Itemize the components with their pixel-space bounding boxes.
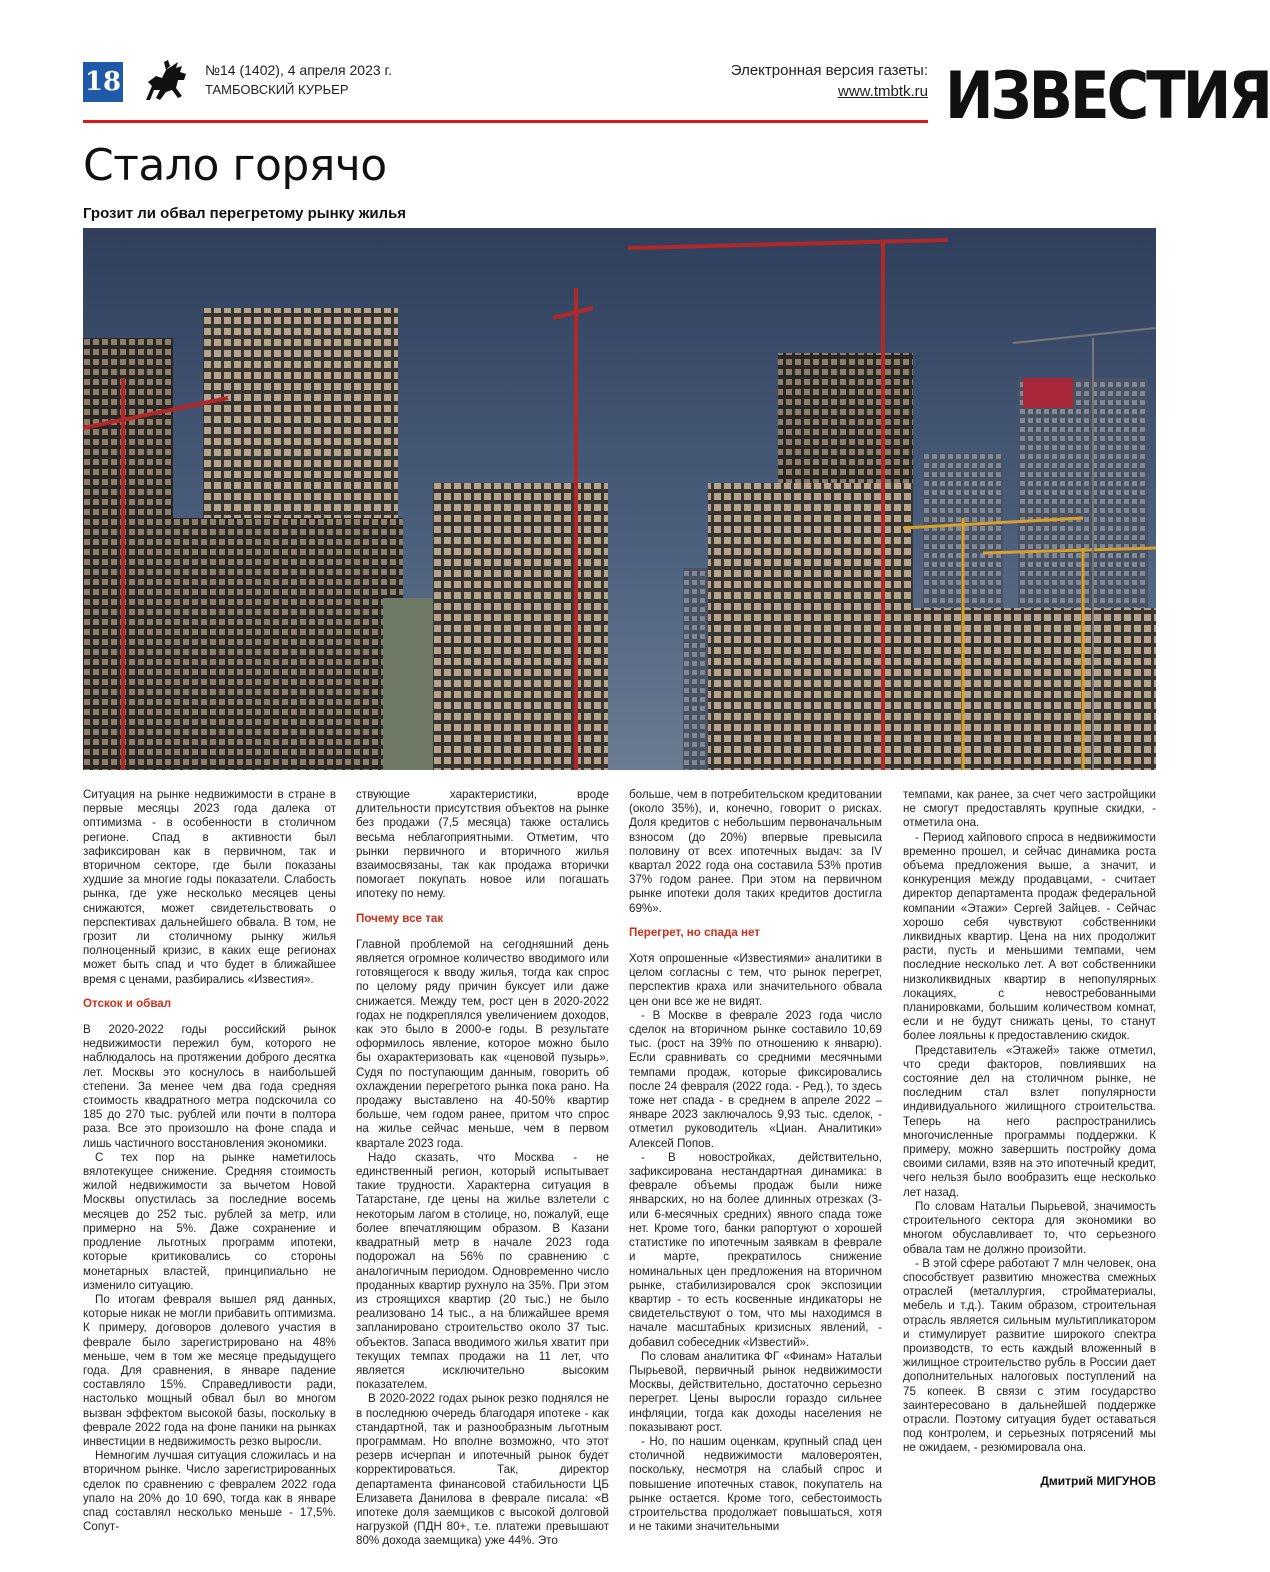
newspaper-masthead-logo: ИЗВЕСТИЯ	[945, 57, 1270, 134]
body-paragraph: Ситуация на рынке недвижимости в стране в первые месяцы 2023 года далека от оптимизма - в особенности в столичном регионе. Спад в активности был зафиксирован как в первичном, так и вторичном секторе, где были показаны худшие за многие годы показатели. Слабость рынка, где уже несколько месяцев цены снижаются, может свидетельствовать о перспективах дальнейшего обвала. В том, не грозит ли столичному рынку жилья полноценный кризис, в каких еще регионах может быть спад и что будет в ближайшее время с ценами, разбирались «Известия».	[83, 788, 336, 986]
body-paragraph: Немногим лучшая ситуация сложилась и на вторичном рынке. Число зарегистрированных сделок по сравнению с февралем 2022 года упало на 20% до 10 690, тогда как в январе спад составлял несколько меньше - 17,5%. Сопут-	[83, 1449, 336, 1534]
article-column-4	[903, 788, 1156, 1456]
author-byline: Дмитрий МИГУНОВ	[1040, 1474, 1156, 1488]
body-paragraph: Надо сказать, что Москва - не единственный регион, который испытывает такие трудности. Характерна ситуация в Татарстане, где цены на жилье взлетели с некоторым лагом в столице, но, пожалуй, еще более впечатляющим образом. В Казани квадратный метр в начале 2023 года подорожал на 56% по сравнению с аналогичным периодом. Одновременно число проданных квартир рухнуло на 35%. При этом из строящихся квартир (20 тыс.) не было реализовано 14 тыс., а на ближайшее время запланировано строительство около 37 тыс. объектов. Запаса вводимого жилья хватит при текущих темпах продажи на 11 лет, что является исключительно высоким показателем.	[356, 1150, 609, 1392]
body-paragraph: По итогам февраля вышел ряд данных, которые никак не могли прибавить оптимизма. К примеру, договоров долевого участия в феврале было зарегистрировано на 48% меньше, чем в том же месяце предыдущего года. Для сравнения, в январе падение составляло 15%. Справедливости ради, настолько мощный обвал был во многом вызван эффектом высокой базы, поскольку в феврале 2022 года на фоне паники на рынках инвестиции в недвижимость резко выросли.	[83, 1292, 336, 1448]
issue-number: №14 (1402), 4 апреля 2023 г.	[205, 62, 392, 78]
article-column-2	[356, 788, 609, 1549]
section-heading: Отскок и обвал	[83, 996, 172, 1010]
body-paragraph: - В Москве в феврале 2023 года число сделок на вторичном рынке составило 10,69 тыс. (рост на 39% по отношению к январю). Если сравнивать со средними месячными темпами продаж, которые фиксировались после 24 февраля (2022 года. - Ред.), то здесь тоже нет спада - в среднем в апреле 2022 – январе 2023 заключалось 9,93 тыс. сделок, - отметил руководитель «Циан. Аналитики» Алексей Попов.	[629, 1008, 882, 1150]
page-number-badge: 18	[83, 62, 123, 102]
article-column-3	[629, 788, 882, 1534]
header-divider	[83, 120, 928, 123]
construction-cityscape-photo	[83, 228, 1156, 770]
article-body	[83, 788, 1156, 1548]
body-paragraph: темпами, как ранее, за счет чего застройщики не смогут предоставлять крупные скидки, - отметила она.	[903, 788, 1156, 830]
article-headline: Стало горячо	[83, 140, 387, 191]
article-column-1	[83, 788, 336, 1534]
section-heading: Почему все так	[356, 911, 444, 925]
body-paragraph: Хотя опрошенные «Известиями» аналитики в целом согласны с тем, что рынок перегрет, перспектив краха или значительного обвала цен они все же не видят.	[629, 952, 882, 1008]
body-paragraph: Представитель «Этажей» также отметил, что среди факторов, повлиявших на состояние дел на столичном рынке, не последним стал взлет популярности индивидуального жилищного строительства. Теперь на него распространились многочисленные программы поддержки. К примеру, можно завершить постройку дома своими силами, взяв на это ипотечный кредит, чего нельзя было вообразить еще несколько лет назад.	[903, 1043, 1156, 1199]
section-heading: Перегрет, но спада нет	[629, 925, 760, 939]
body-paragraph: - Но, по нашим оценкам, крупный спад цен столичной недвижимости маловероятен, поскольку, несмотря на слабый спрос и повышение ипотечных ставок, покупатель на рынке остается. Кроме того, себестоимость строительства продолжает повышаться, хотя и не такими значительными	[629, 1434, 882, 1534]
body-paragraph: ствующие характеристики, вроде длительности присутствия объектов на рынке без продажи (7,5 месяца) также остались весьма неблагоприятными. Отметим, что рынки первичного и вторичного жилья взаимосвязаны, так как продажа вторички помогает покупать новое или погашать ипотеку по нему.	[356, 788, 609, 901]
body-paragraph: - В этой сфере работают 7 млн человек, она способствует развитию множества смежных отраслей (металлургия, стройматериалы, мебель и т.д.). Таким образом, строительная отрасль является сильным мультипликатором и стимулирует развитие широкого спектра производств, то есть каждый вложенный в жилищное строительство рубль в России дает дополнительных налоговых поступлений на 75 копеек. В связи с этим государство заинтересовано в дальнейшей поддержке отрасли. Поэтому ситуация будет оставаться под контролем, и серьезных потрясений мы не ожидаем, - резюмировала она.	[903, 1256, 1156, 1455]
body-paragraph: По словам аналитика ФГ «Финам» Натальи Пырьевой, первичный рынок недвижимости Москвы, действительно, достаточно серьезно перегрет. Цены выросли гораздо сильнее инфляции, тогда как доходы населения не показывают рост.	[629, 1349, 882, 1434]
regional-paper-name: ТАМБОВСКИЙ КУРЬЕР	[205, 82, 349, 97]
issue-info	[205, 60, 392, 100]
body-paragraph: В 2020-2022 годы российский рынок недвижимости пережил бум, которого не наблюдалось на протяжении доброго десятка лет. Москвы это коснулось в наибольшей степени. За менее чем два года средняя стоимость квадратного метра подскочила со 185 до 270 тыс. рублей или почти в полтора раза. Все это произошло на фоне спада и лишь частичного восстановления экономики.	[83, 1023, 336, 1150]
article-subhead: Грозит ли обвал перегретому рынку жилья	[83, 205, 407, 222]
electronic-version-label: Электронная версия газеты:	[730, 62, 928, 79]
body-paragraph: В 2020-2022 годах рынок резко поднялся не в последнюю очередь благодаря ипотеке - как стандартной, так и разнообразным льготным программам. Но вполне возможно, что этот резерв исчерпан и ипотечный рынок будет корректироваться. Так, директор департамента финансовой стабильности ЦБ Елизавета Данилова в феврале писала: «В ипотеке доля заемщиков с высокой долговой нагрузкой (ПДН 80+, т.е. платежи превышают 80% дохода заемщика) уже 44%. Это	[356, 1392, 609, 1548]
body-paragraph: Главной проблемой на сегодняшний день является огромное количество вводимого или готовящегося к вводу жилья, тогда как спрос по целому ряду причин буксует или даже снижается. Между тем, рост цен в 2020-2022 годах не подкреплялся увеличением доходов, как это было в 2000-е годы. В результате оформилось явление, которое можно было бы охарактеризовать как «ценовой пузырь». Судя по поступающим данным, говорить об охлаждении перегретого рынка пока рано. На продажу выставлено на 40-50% квартир больше, чем годом ранее, притом что спрос на жилье сейчас меньше, чем в первом квартале 2023 года.	[356, 937, 609, 1150]
body-paragraph: - Период хайпового спроса в недвижимости временно прошел, и сейчас динамика роста объема предложения выше, а значит, и конкуренция между продавцами, - считает директор департамента продаж федеральной компании «Этажи» Сергей Зайцев. - Сейчас хорошо себя чувствуют собственники ликвидных квартир. Цена на них продолжит расти, пусть и меньшими темпами, чем последние несколько лет. А вот собственники низколиквидных квартир в непопулярных локациях, с невостребованными планировками, большим количеством комнат, если и не будут снижать цены, то станут более лояльны к предоставлению скидок.	[903, 830, 1156, 1043]
body-paragraph: - В новостройках, действительно, зафиксирована нестандартная динамика: в феврале объемы продаж были ниже январских, но на более длинных отрезках (3- или 6-месячных средних) явного спада тоже нет. Кроме того, банки рапортуют о хорошей статистике по ипотечным заявкам в феврале и марте, прекратилось снижение номинальных цен предложения на вторичном рынке, стабилизировался срок экспозиции квартир - то есть косвенные индикаторы не свидетельствуют о том, что мы находимся в начале масштабных кризисных явлений, - добавил собеседник «Известий».	[629, 1150, 882, 1349]
horse-rider-emblem-icon	[138, 56, 194, 106]
body-paragraph: больше, чем в потребительском кредитовании (около 35%), и, конечно, говорит о рисках. Доля кредитов с небольшим первоначальным взносом (до 20%) впервые превысила половину от всех ипотечных выдач: за IV квартал 2022 года она составила 53% против 37% годом ранее. При этом на первичном рынке ипотеки доля таких кредитов достигла 69%».	[629, 788, 882, 915]
body-paragraph: С тех пор на рынке наметилось вялотекущее снижение. Средняя стоимость жилой недвижимости за вычетом Новой Москвы опустилась за последние восемь месяцев до 252 тыс. рублей за метр, или примерно на 5%. Даже сохранение и продление льготных программ ипотеки, которые критиковались со стороны монетарных властей, принципиально не изменило ситуацию.	[83, 1150, 336, 1292]
website-link[interactable]: www.tmbtk.ru	[837, 83, 928, 100]
body-paragraph: По словам Натальи Пырьевой, значимость строительного сектора для экономики во многом обуславливает то, что серьезного обвала там не должно произойти.	[903, 1199, 1156, 1256]
electronic-version-note	[731, 60, 928, 102]
